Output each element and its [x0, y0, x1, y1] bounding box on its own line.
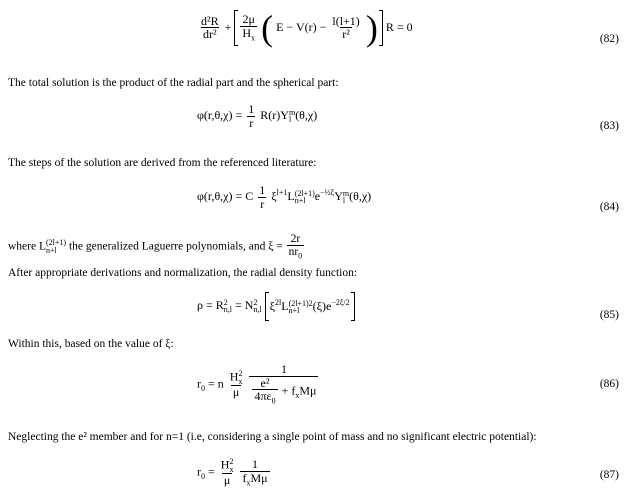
- one-over-r: $\frac{1}{r}$: [259, 183, 266, 211]
- l-over-r2: $\frac{l(l+1)}{\text{r²}}$: [332, 13, 360, 42]
- equation-number-83: (83): [599, 120, 619, 132]
- equation-82: $\frac{\text{d²R}}{\text{dr²}}$ + $\frac{2\mu}{H_x}$ ( E − V(r) − $\frac{l(l+1)}{\text{r²}}$ ) R = 0: [201, 8, 413, 48]
- two-mu-over-hx: $\frac{2\mu}{H_x}$: [242, 12, 256, 43]
- one-over-fx-mmu: $\frac{1}{f_xM\mu}$: [242, 457, 268, 487]
- paragraph-steps: The steps of the solution are derived from the referenced literature:: [8, 157, 317, 169]
- e2-over-4pi-eps: $\frac{\text{e²}}{4\pi\varepsilon_0}$: [254, 375, 276, 406]
- square-bracket: $\xi^{2l}L$ (2l+1)2 n+l $(\xi)e^{-2\xi/2}$: [265, 292, 355, 321]
- equation-number-86: (86): [599, 378, 619, 390]
- equation-87: $r_0$ = H 2 x μ $\frac{1}{f_xM\mu}$: [197, 457, 268, 488]
- paragraph-total-solution: The total solution is the product of the radial part and the spherical part:: [8, 77, 339, 89]
- paragraph-density: After appropriate derivations and normalization, the radial density function:: [8, 267, 358, 279]
- equation-86: $r_0 = n$ H 2 x μ 1 $\frac{\text{e²}}{4\pi\varepsilon_0}$ + $f_xM\mu$: [197, 362, 317, 406]
- paragraph-within: Within this, based on the value of ξ:: [8, 338, 174, 350]
- one-over-r: $\frac{1}{r}$: [248, 102, 255, 130]
- main-fraction: 1 $\frac{\text{e²}}{4\pi\varepsilon_0}$ + $f_xM\mu$: [249, 363, 318, 406]
- paragraph-neglecting: Neglecting the e² member and for n=1 (i.e, considering a single point of mass and no significant electric potential):: [8, 431, 537, 443]
- equation-number-84: (84): [599, 201, 619, 213]
- hx2-over-mu: H 2 x μ: [229, 369, 243, 400]
- equation-85: ρ = R 2 n,l = N 2 n,l $\xi^{2l}L$ (2l+1)2 n+l $(\xi)e^{-2\xi/2}$: [197, 292, 355, 321]
- hx2-over-mu: H 2 x μ: [220, 457, 234, 488]
- equation-number-85: (85): [599, 309, 619, 321]
- equation-83: φ(r,θ,χ) = $\frac{1}{r}$ R(r)Y m l (θ,χ): [197, 102, 318, 130]
- xi-definition-fraction: $\frac{2r}{nr_0}$: [288, 233, 303, 261]
- square-bracket: $\frac{2\mu}{H_x}$ ( E − V(r) − $\frac{l(l+1)}{\text{r²}}$ ): [234, 10, 382, 46]
- equation-number-87: (87): [599, 469, 619, 481]
- equation-84: φ(r,θ,χ) = C $\frac{1}{r}$ $\xi^{l+1}L$ (2l+1) n+l $e^{-\frac{1}{2}\xi}Y$ m l (θ,χ): [197, 183, 372, 211]
- equation-number-82: (82): [599, 33, 619, 45]
- d2r-dr2-fraction: $\frac{\text{d²R}}{\text{dr²}}$: [201, 13, 219, 42]
- paragraph-laguerre: where L (2l+1) n+l the generalized Laguerre polynomials, and ξ = $\frac{2r}{nr_0}$: [8, 233, 303, 261]
